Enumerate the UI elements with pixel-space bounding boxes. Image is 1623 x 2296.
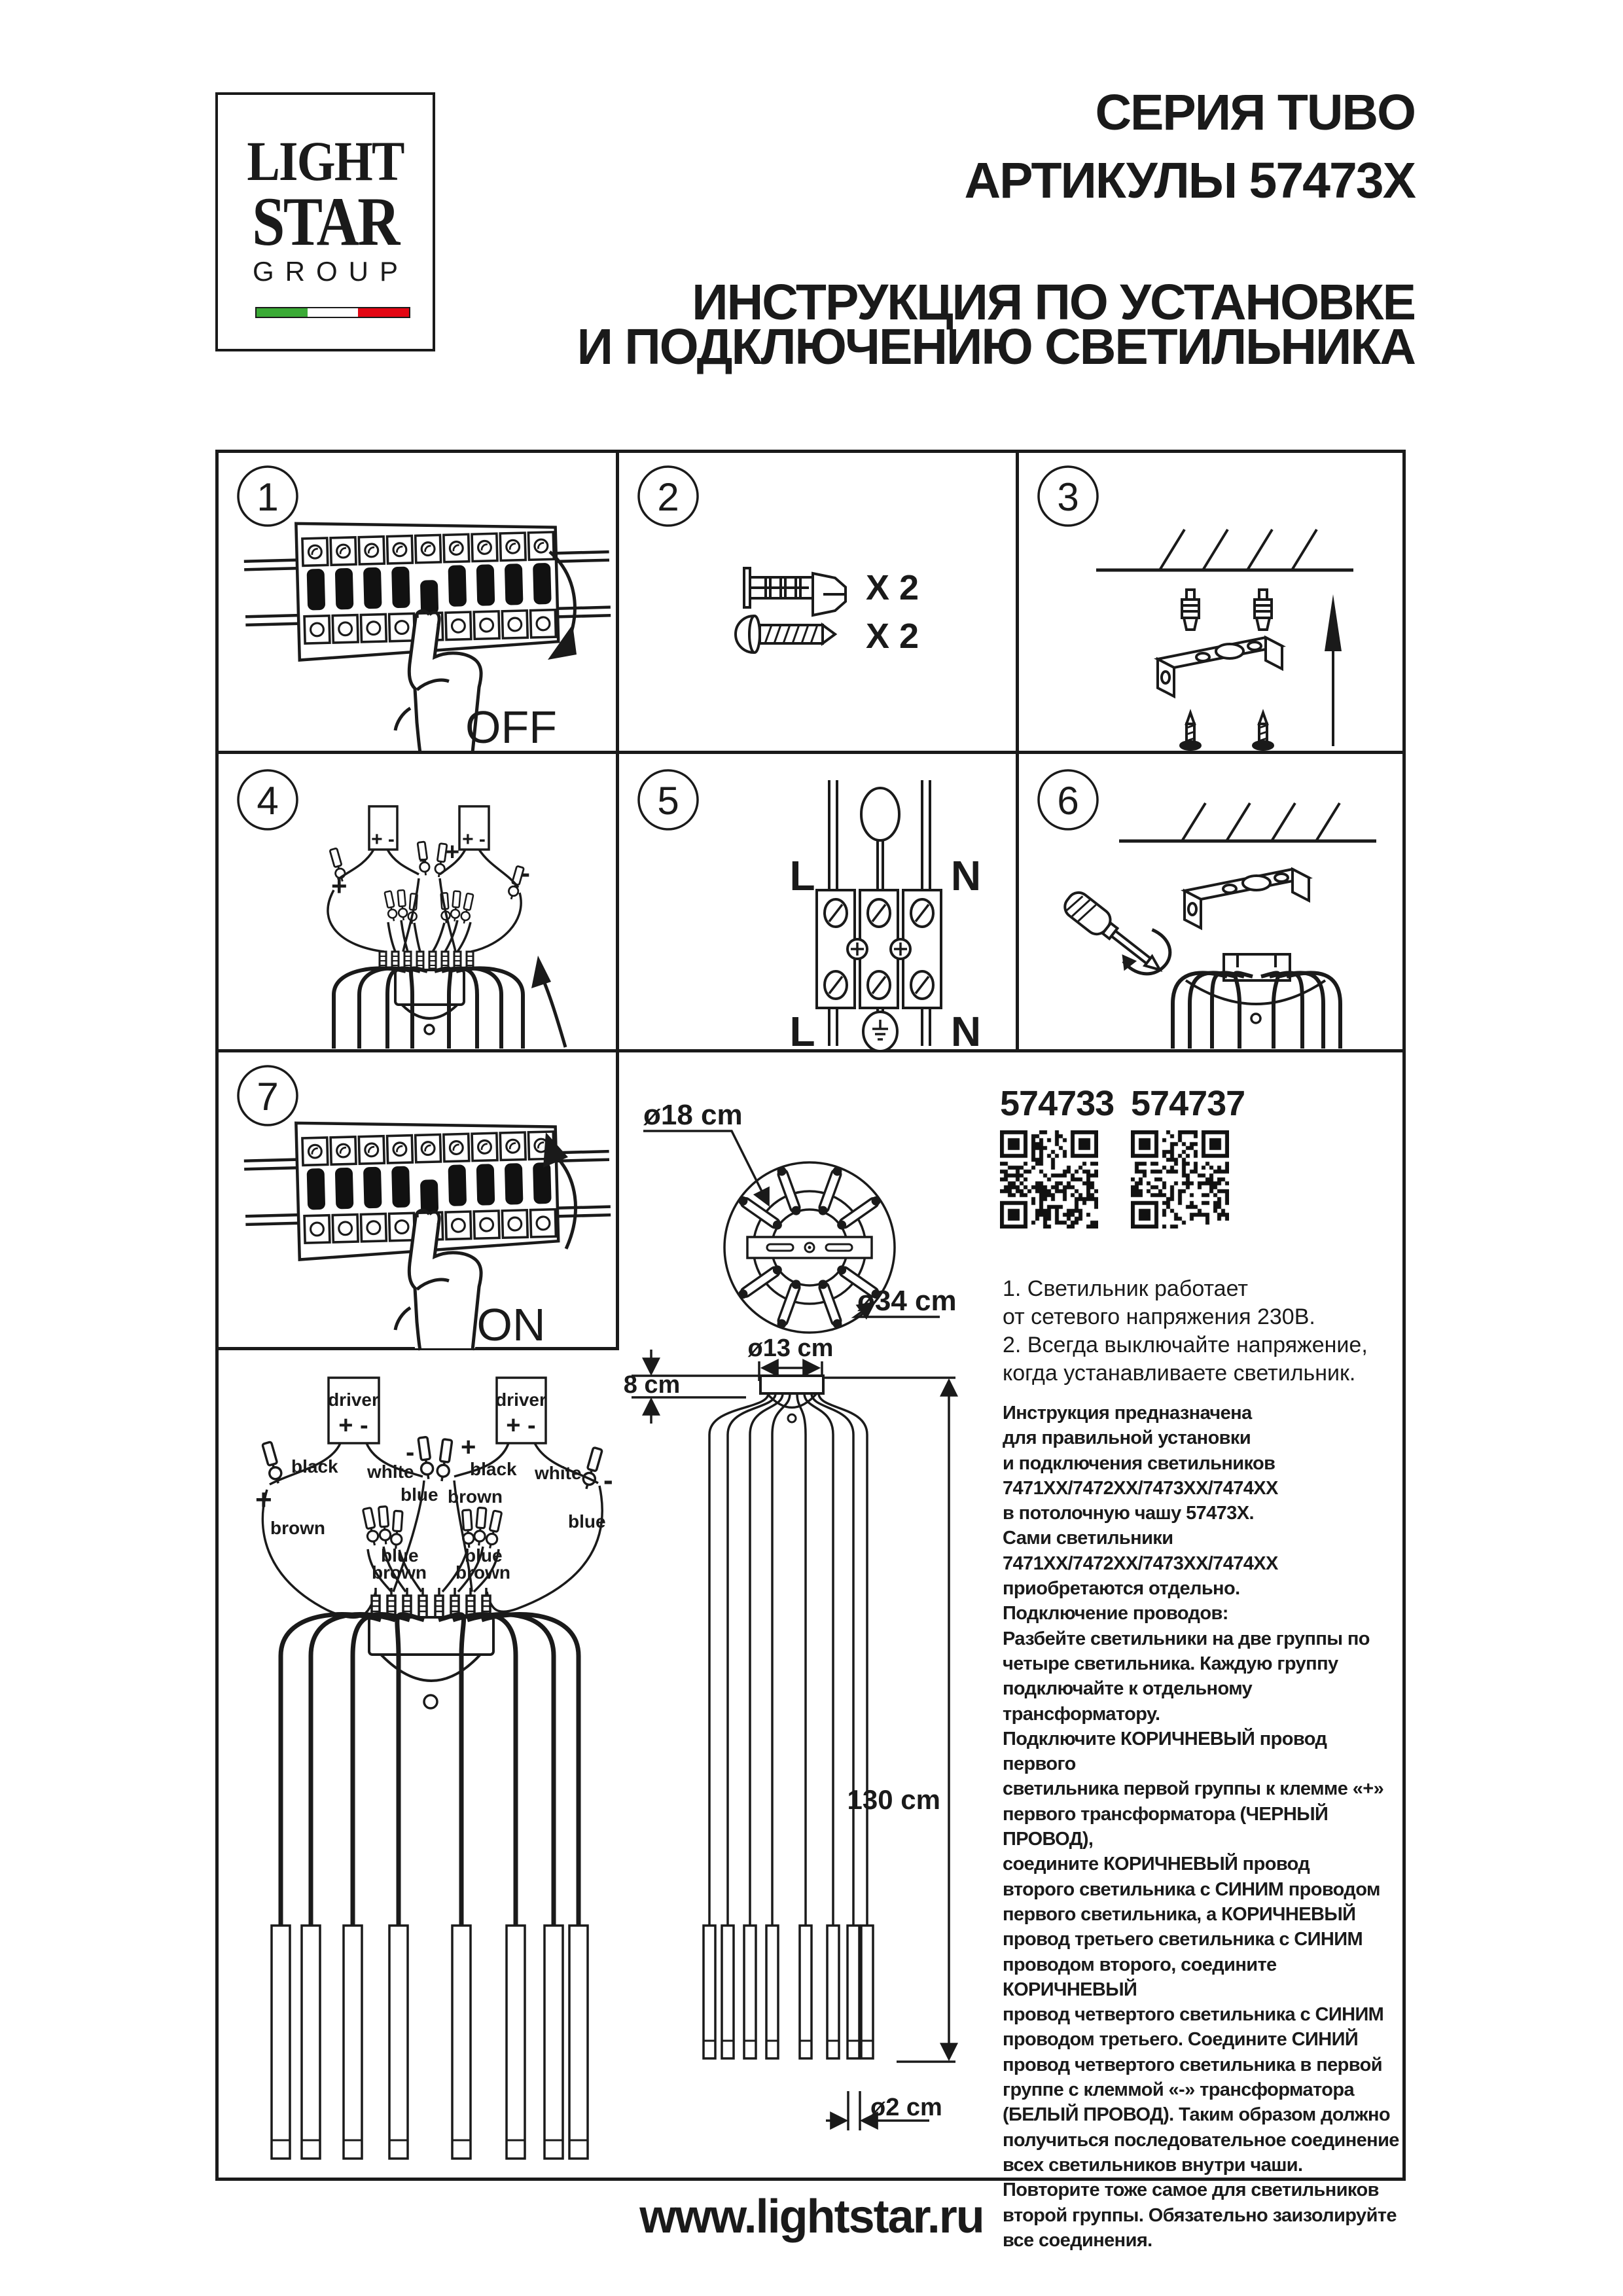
white1-label: white xyxy=(367,1462,414,1482)
panel-6-fixing xyxy=(1019,754,1409,1052)
blue-mid-label: blue xyxy=(401,1484,438,1505)
canopy-height-label: 8 cm xyxy=(623,1371,681,1399)
instruction-line: Инструкция предназначена xyxy=(1003,1403,1252,1424)
instruction-line: подключайте к отдельному трансформатору. xyxy=(1003,1678,1253,1725)
l-bottom: L xyxy=(789,1008,815,1055)
qr-code-574737 xyxy=(1131,1130,1229,1229)
brown-group1-label: brown xyxy=(372,1562,427,1583)
screwdriver-icon xyxy=(1054,876,1178,989)
pendant-wires xyxy=(709,1393,867,1926)
instruction-line: второй группы. Обязательно заизолируйте xyxy=(1003,2204,1397,2226)
center-bracket xyxy=(747,1237,872,1258)
panel-4-wiring xyxy=(219,754,619,1052)
panel-5-terminal xyxy=(619,754,1019,1055)
lamp-symbol xyxy=(861,788,899,840)
logo-group-text: GROUP xyxy=(252,256,409,287)
anchor-icons xyxy=(1182,590,1272,630)
arrow-up xyxy=(1325,594,1342,746)
step-number: 7 xyxy=(257,1075,279,1119)
instruction-line: все соединения. xyxy=(1003,2229,1152,2251)
instruction-line: провод четвертого светильника с СИНИМ xyxy=(1003,2004,1384,2026)
canopy-diameter-label: ø13 cm xyxy=(747,1335,834,1362)
driver1-label: driver xyxy=(328,1390,379,1410)
step-number: 5 xyxy=(657,779,679,823)
white2-label: white xyxy=(535,1463,582,1483)
lamp-rods xyxy=(1173,973,1340,1049)
blue-right-label: blue xyxy=(568,1511,606,1532)
brown-mid-label: brown xyxy=(448,1486,503,1507)
lightstar-logo xyxy=(215,92,435,351)
instruction-line: получиться последовательное соединение xyxy=(1003,2129,1399,2151)
minus-mid-label: - xyxy=(406,1438,415,1467)
instruction-line: четыре светильника. Каждую группу xyxy=(1003,1653,1338,1674)
flag-green xyxy=(257,308,308,317)
italy-flag-icon xyxy=(255,307,410,318)
brown-left-label: brown xyxy=(270,1518,325,1538)
blue-group2-label: blue xyxy=(465,1545,503,1566)
top-view-diagram xyxy=(622,1073,988,1355)
instruction-line: проводом второго, соедините КОРИЧНЕВЫЙ xyxy=(1003,1954,1277,2000)
mounting-bracket-icon xyxy=(1158,637,1282,696)
wiring-diagram xyxy=(209,1348,668,2166)
panel-7-switch-on xyxy=(219,1052,619,1350)
plus-mid-label: + xyxy=(461,1433,476,1462)
splice-row xyxy=(380,952,473,969)
instruction-line: проводом третьего. Соедините СИНИЙ xyxy=(1003,2029,1359,2051)
instructions-text xyxy=(1003,1401,1403,2253)
step-number: 1 xyxy=(257,475,279,519)
flag-red xyxy=(358,308,409,317)
instruction-line: провод третьего светильника с СИНИМ xyxy=(1003,1929,1363,1950)
n-bottom: N xyxy=(950,1008,982,1055)
tube-lamps xyxy=(704,1926,873,2058)
instruction-line: соедините КОРИЧНЕВЫЙ провод xyxy=(1003,1854,1310,1875)
driver2-polarity: + - xyxy=(506,1412,536,1439)
dimension-diagram xyxy=(622,1335,988,2140)
instruction-line: светильника первой группы к клемме «+» xyxy=(1003,1778,1384,1800)
mounting-bracket-icon xyxy=(1185,869,1309,928)
instruction-line: (БЕЛЫЙ ПРОВОД). Таким образом должно xyxy=(1003,2104,1391,2126)
canopy xyxy=(395,970,464,1034)
box2-polarity: + - xyxy=(462,829,486,850)
plus-left-label: + xyxy=(331,870,348,901)
note-line: 2. Всегда выключайте напряжение, xyxy=(1003,1333,1368,1357)
instruction-line: Повторите тоже самое для светильников xyxy=(1003,2179,1379,2201)
wall-plug-icon xyxy=(744,568,846,615)
instruction-line: Подключение проводов: xyxy=(1003,1603,1228,1624)
instruction-line: Подключите КОРИЧНЕВЫЙ провод первого xyxy=(1003,1728,1327,1775)
logo-star-text: STAR xyxy=(252,183,399,260)
instruction-line: первого светильника, а КОРИЧНЕВЫЙ xyxy=(1003,1903,1356,1925)
instruction-line: всех светильников внутри чаши. xyxy=(1003,2154,1303,2176)
instruction-line: 7471XX/7472XX/7473XX/7474XX xyxy=(1003,1477,1278,1499)
screw-icon xyxy=(736,616,835,653)
black2-label: black xyxy=(470,1459,517,1479)
note-line: когда устанавливаете светильник. xyxy=(1003,1361,1356,1386)
ceiling-icon xyxy=(1096,529,1353,570)
plus-label: + xyxy=(445,838,460,866)
doc-title-line2: И ПОДКЛЮЧЕНИЮ СВЕТИЛЬНИКА xyxy=(577,319,1415,375)
driver2-label: driver xyxy=(495,1390,546,1410)
ceiling-icon xyxy=(1119,803,1376,841)
note-line: от сетевого напряжения 230В. xyxy=(1003,1304,1315,1329)
curved-arrow-up xyxy=(542,977,565,1047)
minus-right-label: - xyxy=(521,857,530,888)
plug-qty: X 2 xyxy=(866,568,919,607)
box1-polarity: + - xyxy=(371,829,395,850)
arrowhead xyxy=(531,956,551,988)
panel-1-switch-off xyxy=(219,453,619,754)
doc-title-line1: ИНСТРУКЦИЯ ПО УСТАНОВКЕ xyxy=(692,274,1415,331)
article-number-2: 574737 xyxy=(1131,1084,1245,1123)
blue-group1-label: blue xyxy=(381,1545,419,1566)
panel-2-hardware xyxy=(619,453,1019,754)
step-number: 4 xyxy=(257,779,279,823)
length-dim xyxy=(823,1378,955,2062)
instruction-line: для правильной установки xyxy=(1003,1427,1251,1449)
terminal-block xyxy=(817,890,941,1008)
n-top: N xyxy=(950,852,982,899)
canopy xyxy=(369,1617,493,1708)
instruction-line: второго светильника с СИНИМ проводом xyxy=(1003,1878,1380,1900)
outer-dim-label: ø34 cm xyxy=(857,1285,957,1317)
instruction-line: первого трансформатора (ЧЕРНЫЙ ПРОВОД), xyxy=(1003,1803,1329,1850)
on-label: ON xyxy=(476,1299,546,1350)
instruction-line: Сами светильники xyxy=(1003,1528,1173,1549)
instruction-line: провод четвертого светильника в первой xyxy=(1003,2054,1382,2075)
step-number: 2 xyxy=(657,475,679,519)
instruction-line: группе с клеммой «-» трансформатора xyxy=(1003,2079,1354,2101)
minus-right-label: - xyxy=(603,1464,613,1496)
driver1-polarity: + - xyxy=(338,1412,368,1439)
plus-left-label: + xyxy=(255,1484,272,1516)
brown-group2-label: brown xyxy=(455,1562,510,1583)
screw-icons xyxy=(1181,713,1273,749)
series-title: СЕРИЯ TUBO xyxy=(1095,84,1415,141)
instruction-line: Разбейте светильники на две группы по xyxy=(1003,1628,1370,1649)
flag-white xyxy=(308,308,359,317)
safety-notes xyxy=(1003,1275,1402,1388)
inner-dim-leader xyxy=(643,1131,768,1204)
article-number-1: 574733 xyxy=(1000,1084,1115,1123)
earth-symbol xyxy=(863,1012,897,1051)
note-line: 1. Светильник работает xyxy=(1003,1276,1248,1301)
minus-label: - xyxy=(419,845,427,872)
articles-title: АРТИКУЛЫ 57473X xyxy=(964,152,1415,209)
pendant-length-label: 130 cm xyxy=(847,1784,940,1815)
step-number: 3 xyxy=(1057,475,1079,519)
tube-lamps xyxy=(272,1926,588,2159)
screw-qty: X 2 xyxy=(866,617,919,656)
off-label: OFF xyxy=(465,702,557,753)
black1-label: black xyxy=(291,1456,338,1477)
instruction-line: приобретаются отдельно. xyxy=(1003,1578,1240,1600)
canopy xyxy=(1186,954,1325,1023)
l-top: L xyxy=(789,852,815,899)
step-number: 6 xyxy=(1057,779,1079,823)
tube-diameter-label: ø2 cm xyxy=(870,2094,942,2121)
logo-light-text: LIGHT xyxy=(247,130,404,192)
inner-dim-label: ø18 cm xyxy=(643,1099,743,1131)
lamp-rods xyxy=(281,1615,579,1926)
panel-3-mounting xyxy=(1019,453,1409,754)
website-url: www.lightstar.ru xyxy=(639,2191,984,2243)
instruction-line: 7471XX/7472XX/7473XX/7474XX xyxy=(1003,1552,1278,1574)
qr-code-574733 xyxy=(1000,1130,1098,1229)
instruction-line: в потолочную чашу 57473X. xyxy=(1003,1503,1254,1524)
instruction-line: и подключения светильников xyxy=(1003,1452,1275,1474)
